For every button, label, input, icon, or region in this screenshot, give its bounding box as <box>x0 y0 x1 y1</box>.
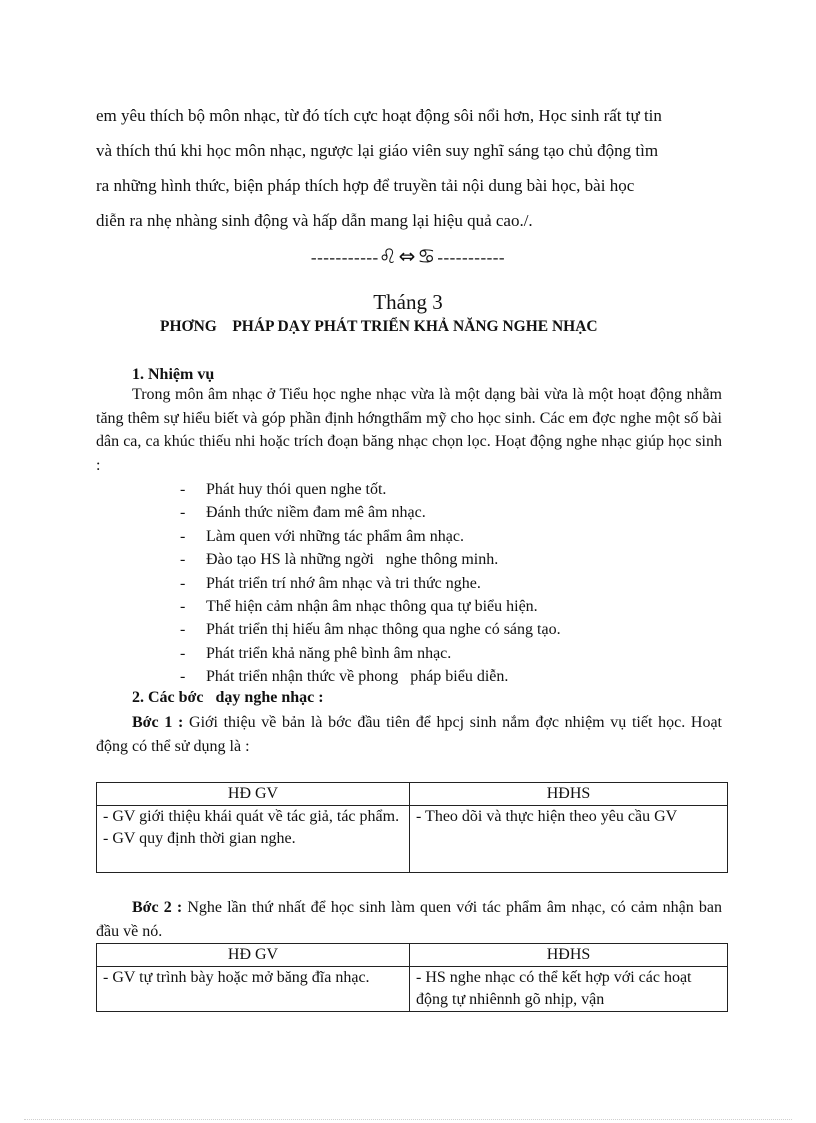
table-cell: - GV giới thiệu khái quát về tác giả, tác phẩm. - GV quy định thời gian nghe. <box>97 806 410 873</box>
intro-line: em yêu thích bộ môn nhạc, từ đó tích cực hoạt động sôi nổi hơn, Học sinh rất tự tin <box>96 106 662 125</box>
step-1-text: Giới thiệu về bản là bớc đầu tiên để hpcj sinh nắm đợc nhiệm vụ tiết học. Hoạt động có thể sử dụng là : <box>96 714 722 755</box>
step-1-table <box>96 782 728 873</box>
section-2-title: 2. Các bớc dạy nghe nhạc : <box>132 689 324 706</box>
section-1-paragraph <box>96 383 722 477</box>
divider-ornament-icon: ♌⇔♋ <box>378 244 438 268</box>
step-2-label: Bớc 2 : <box>132 899 183 916</box>
table-header-student: HĐHS <box>410 783 728 806</box>
page-bottom-rule <box>24 1119 792 1120</box>
table-row <box>97 806 728 873</box>
month-title: Tháng 3 <box>373 290 443 314</box>
intro-paragraph <box>96 98 722 238</box>
divider-dashes-right: ----------- <box>437 248 506 267</box>
section-1-title: 1. Nhiệm vụ <box>132 366 215 383</box>
table-row <box>97 967 728 1012</box>
step-1-label: Bớc 1 : <box>132 714 184 731</box>
table-header-teacher: HĐ GV <box>97 783 410 806</box>
step-1-paragraph <box>96 711 722 758</box>
list-item: - Làm quen với những tác phẩm âm nhạc. <box>180 527 464 545</box>
table-cell: - GV tự trình bày hoặc mở băng đĩa nhạc. <box>97 967 410 1012</box>
table-cell: - HS nghe nhạc có thể kết hợp với các hoạt động tự nhiênnh gõ nhịp, vận <box>410 967 728 1012</box>
table-cell: - Theo dõi và thực hiện theo yêu cầu GV <box>410 806 728 873</box>
list-item: - Phát triển trí nhớ âm nhạc và tri thức nghe. <box>180 574 481 592</box>
intro-line: ra những hình thức, biện pháp thích hợp để truyền tải nội dung bài học, bài học <box>96 176 635 195</box>
table-header-student: HĐHS <box>410 944 728 967</box>
step-2-table <box>96 943 728 1012</box>
step-2-paragraph <box>96 896 722 943</box>
list-item: - Phát triển thị hiếu âm nhạc thông qua nghe có sáng tạo. <box>180 621 561 639</box>
list-item: - Đào tạo HS là những ngời nghe thông minh. <box>180 551 499 569</box>
list-item: - Phát triển khả năng phê bình âm nhạc. <box>180 644 452 662</box>
page-heading: PHƠNG PHÁP DẠY PHÁT TRIỂN KHẢ NĂNG NGHE NHẠC <box>160 318 598 335</box>
list-item: - Thể hiện cảm nhận âm nhạc thông qua tự biểu hiện. <box>180 598 538 616</box>
section-1-text: Trong môn âm nhạc ở Tiểu học nghe nhạc vừa là một dạng bài vừa là một hoạt động nhằm tăng thêm sự hiểu biết và góp phần định hớngthẩm mỹ cho học sinh. Các em đợc nghe một số bài dân ca, ca khúc thiếu nhi hoặc trích đoạn băng nhạc chọn lọc. Hoạt động nghe nhạc giúp học sinh : <box>96 386 722 474</box>
step-2-text: Nghe lần thứ nhất để học sinh làm quen với tác phẩm âm nhạc, có cảm nhận ban đầu về nó. <box>96 899 722 940</box>
list-item: - Phát huy thói quen nghe tốt. <box>180 481 387 498</box>
intro-line: diễn ra nhẹ nhàng sinh động và hấp dẫn mang lại hiệu quả cao./. <box>96 211 533 230</box>
list-item: - Phát triển nhận thức về phong pháp biểu diễn. <box>180 668 509 686</box>
divider-dashes-left: ----------- <box>310 248 379 267</box>
section-divider <box>0 244 816 268</box>
goals-list <box>180 478 561 689</box>
table-header-teacher: HĐ GV <box>97 944 410 967</box>
intro-line: và thích thú khi học môn nhạc, ngược lại giáo viên suy nghĩ sáng tạo chủ động tìm <box>96 141 659 160</box>
list-item: - Đánh thức niềm đam mê âm nhạc. <box>180 504 426 522</box>
